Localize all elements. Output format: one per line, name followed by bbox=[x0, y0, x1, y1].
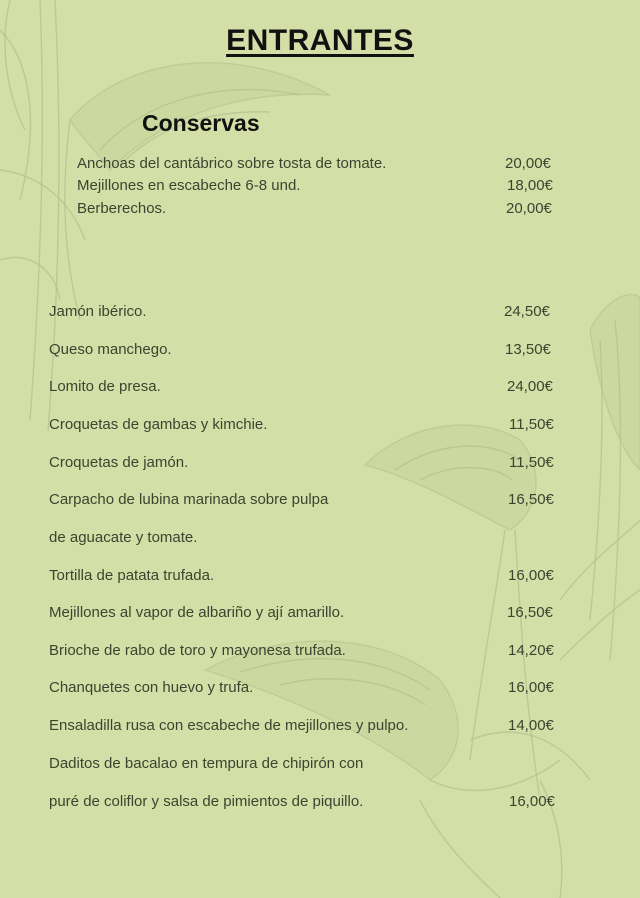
item-price: 16,50€ bbox=[508, 491, 554, 508]
item-price: 11,50€ bbox=[509, 454, 554, 471]
page-title: ENTRANTES bbox=[226, 24, 414, 57]
item-price: 14,20€ bbox=[508, 642, 554, 659]
item-price: 13,50€ bbox=[505, 341, 551, 358]
item-name: Daditos de bacalao en tempura de chipirón con bbox=[49, 755, 364, 772]
item-name: Anchoas del cantábrico sobre tosta de tomate. bbox=[77, 155, 387, 172]
item-price: 16,00€ bbox=[508, 567, 554, 584]
item-price: 14,00€ bbox=[508, 717, 554, 734]
item-name: Croquetas de gambas y kimchie. bbox=[49, 416, 268, 433]
item-price: 16,50€ bbox=[507, 604, 553, 621]
item-name: Chanquetes con huevo y trufa. bbox=[49, 679, 254, 696]
item-price: 20,00€ bbox=[506, 200, 552, 217]
item-price: 18,00€ bbox=[507, 177, 553, 194]
item-name: puré de coliflor y salsa de pimientos de piquillo. bbox=[49, 793, 364, 810]
item-name: Brioche de rabo de toro y mayonesa trufada. bbox=[49, 642, 346, 659]
item-name: Mejillones en escabeche 6-8 und. bbox=[77, 177, 301, 194]
item-name: Croquetas de jamón. bbox=[49, 454, 189, 471]
item-name: Berberechos. bbox=[77, 200, 167, 217]
item-price: 24,50€ bbox=[504, 303, 550, 320]
item-price: 16,00€ bbox=[508, 679, 554, 696]
item-name: Ensaladilla rusa con escabeche de mejillones y pulpo. bbox=[49, 717, 409, 734]
item-name: Mejillones al vapor de albariño y ají amarillo. bbox=[49, 604, 345, 621]
item-price: 24,00€ bbox=[507, 378, 553, 395]
item-price: 11,50€ bbox=[509, 416, 554, 433]
item-name: Lomito de presa. bbox=[49, 378, 161, 395]
item-name: Carpacho de lubina marinada sobre pulpa bbox=[49, 491, 329, 508]
item-price: 20,00€ bbox=[505, 155, 551, 172]
item-name: Tortilla de patata trufada. bbox=[49, 567, 215, 584]
item-price: 16,00€ bbox=[509, 793, 555, 810]
item-name: Queso manchego. bbox=[49, 341, 172, 358]
item-name: Jamón ibérico. bbox=[49, 303, 147, 320]
item-name: de aguacate y tomate. bbox=[49, 529, 198, 546]
conservas-heading: Conservas bbox=[142, 110, 260, 136]
